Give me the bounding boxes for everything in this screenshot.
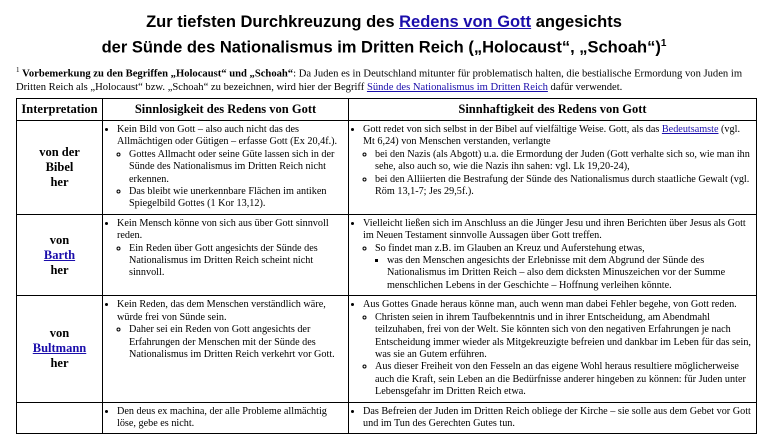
- footnote-mark: 1: [16, 66, 20, 74]
- list-item: ◦ Daher sei ein Reden von Gott angesichts der Erfahrungen der Menschen mit der Sünde des Nationalismus im Dritten Reich verkehrt vor Gott.: [129, 324, 344, 361]
- header-interpretation: Interpretation: [17, 99, 103, 121]
- link-bedeutsamste[interactable]: Bedeutsamste: [661, 124, 719, 135]
- list-text: Kein Mensch könne von sich aus über Gott sinnvoll reden.: [117, 217, 329, 242]
- cell-sinnlos-4: [103, 402, 349, 434]
- list-text: Kein Bild von Gott – also auch nicht das des Allmächtigen oder Gütigen – erfasse Gott (Ex 20,4f.).: [117, 124, 338, 148]
- link-barth[interactable]: Barth: [43, 247, 76, 262]
- interp-text: von der: [39, 144, 80, 159]
- footnote-preface: [16, 64, 756, 94]
- table-header-row: [17, 99, 757, 121]
- cell-sinnlos-bibel: [103, 121, 349, 215]
- interp-bibel: [17, 121, 103, 215]
- header-sinnhaftigkeit: Sinnhaftigkeit des Redens von Gott: [349, 99, 757, 121]
- interp-text: her: [50, 262, 69, 277]
- interp-cell: [17, 402, 103, 434]
- interp-barth: [17, 214, 103, 295]
- cell-sinnhaft-bibel: [349, 121, 757, 215]
- title-link-redens-von-gott[interactable]: Redens von Gott: [399, 13, 532, 31]
- title-line1-text: Zur tiefsten Durchkreuzung des: [146, 13, 400, 31]
- list-text: Gott redet von sich selbst in der Bibel auf vielfältige Weise. Gott, als das: [363, 124, 662, 135]
- table-row-barth: [17, 214, 757, 295]
- list-text: Kein Reden, das dem Menschen verständlich wäre, würde frei von Sünde sein.: [117, 299, 326, 323]
- header-sinnlosigkeit: Sinnlosigkeit des Redens von Gott: [103, 99, 349, 121]
- page-title: [0, 11, 768, 59]
- list-item: [375, 243, 752, 293]
- list-text: (vgl. Mt 6,24) von Menschen verstanden, verlangte: [363, 124, 740, 148]
- link-bultmann[interactable]: Bultmann: [32, 341, 87, 356]
- table-row-bultmann: [17, 296, 757, 402]
- list-item: ◦ Christen seien in ihrem Taufbekenntnis und in ihrer Entscheidung, am Abendmahl teilzuhaben, frei von der Welt. Sie könnten sich von den negativen Erfahrungen je nach Entscheidung immer wieder als Mitgekreuzigte befreien und dankbar im Leben für das sein, was sie an Gutem erführen.: [375, 312, 752, 362]
- list-text: So findet man z.B. im Glauben an Kreuz und Auferstehung etwas,: [375, 242, 645, 254]
- list-item: ◦ Ein Reden über Gott angesichts der Sünde des Nationalismus im Dritten Reich scheint nicht sinnvoll.: [129, 243, 344, 280]
- list-item: ◦ bei den Nazis (als Abgott) u.a. die Ermordung der Juden (Gott verhalte sich so, wie man ihn sehe, also auch so, wie die Nazis ihn sahen: vgl. Lk 19,20-24),: [375, 149, 752, 174]
- list-item: [363, 218, 752, 292]
- interp-text: von: [49, 326, 70, 341]
- list-item: [363, 299, 752, 398]
- list-item: ◦ Aus dieser Freiheit von den Fesseln an das eigene Wohl heraus resultiere möglicherweise auch die Kraft, sein Leben an die Bedürfnisse anderer hingeben zu können: für Juden unter Lebensgefahr im Dritten Reich etwa.: [375, 361, 752, 398]
- list-item: [117, 124, 344, 211]
- cell-sinnlos-bultmann: [103, 296, 349, 402]
- table-row-bibel: [17, 121, 757, 215]
- footnote-text: : Da Juden es in Deutschland mitunter für problematisch halten, die bestialische Ermordung von Juden im Dritten Reich als „Holocaust“ bzw. „Schoah“ zu bezeichnen, wird hier der Begriff: [16, 68, 743, 93]
- list-item: ◦ Das bleibt wie unerkennbare Flächen im antiken Spiegelbild Gottes (1 Kor 13,12).: [129, 186, 344, 211]
- list-item: [117, 299, 344, 361]
- list-text: Aus Gottes Gnade heraus könne man, auch wenn man dabei Fehler begehe, von Gott reden.: [363, 299, 737, 311]
- interp-text: Bibel: [45, 159, 74, 174]
- interp-text: von: [49, 232, 70, 247]
- list-item: [363, 124, 752, 198]
- interp-text: her: [50, 174, 69, 189]
- cell-sinnhaft-bultmann: [349, 296, 757, 402]
- table-row-4: [17, 402, 757, 434]
- footnote-link[interactable]: Sünde des Nationalismus im Dritten Reich: [366, 81, 548, 93]
- title-footnote-mark: 1: [660, 38, 667, 49]
- interp-bultmann: [17, 296, 103, 402]
- list-item: • Das Befreien der Juden im Dritten Reich obliege der Kirche – sie solle aus dem Gebet vor Gott und im Tun des Gerechten Gutes tun.: [363, 406, 752, 431]
- interpretation-table: [16, 98, 757, 434]
- cell-sinnlos-barth: [103, 214, 349, 295]
- list-item: [117, 218, 344, 280]
- list-item: ▪ was den Menschen angesichts der Erlebnisse mit dem Abgrund der Sünde des Nationalismus im Dritten Reich – also dem dicksten Minuszeichen vor der Summe menschlichen Lebens in der Geschichte – Hoffnung verleihen könnte.: [387, 255, 752, 292]
- cell-sinnhaft-4: [349, 402, 757, 434]
- list-item: • Den deus ex machina, der alle Probleme allmächtig löse, gebe es nicht.: [117, 406, 344, 431]
- footnote-bold: Vorbemerkung zu den Begriffen „Holocaust“ und „Schoah“: [22, 68, 294, 80]
- footnote-suffix: dafür verwendet.: [547, 81, 623, 93]
- list-item: ◦ Gottes Allmacht oder seine Güte lassen sich in der Sünde des Nationalismus im Dritten Reich nicht erkennen.: [129, 149, 344, 186]
- title-line1-suffix: angesichts: [531, 13, 622, 31]
- interp-text: her: [50, 356, 69, 371]
- list-text: Vielleicht ließen sich im Anschluss an die Jünger Jesu und ihren Berichten über Jesus als Gott im Neuen Testament sinnvolle Aussagen über Gott treffen.: [363, 217, 746, 242]
- list-item: ◦ bei den Alliierten die Bestrafung der Sünde des Nationalismus durch staatliche Gewalt (vgl. Röm 13,1-7; Jes 29,5f.).: [375, 174, 752, 199]
- cell-sinnhaft-barth: [349, 214, 757, 295]
- title-line2-text: der Sünde des Nationalismus im Dritten Reich („Holocaust“, „Schoah“): [101, 38, 661, 57]
